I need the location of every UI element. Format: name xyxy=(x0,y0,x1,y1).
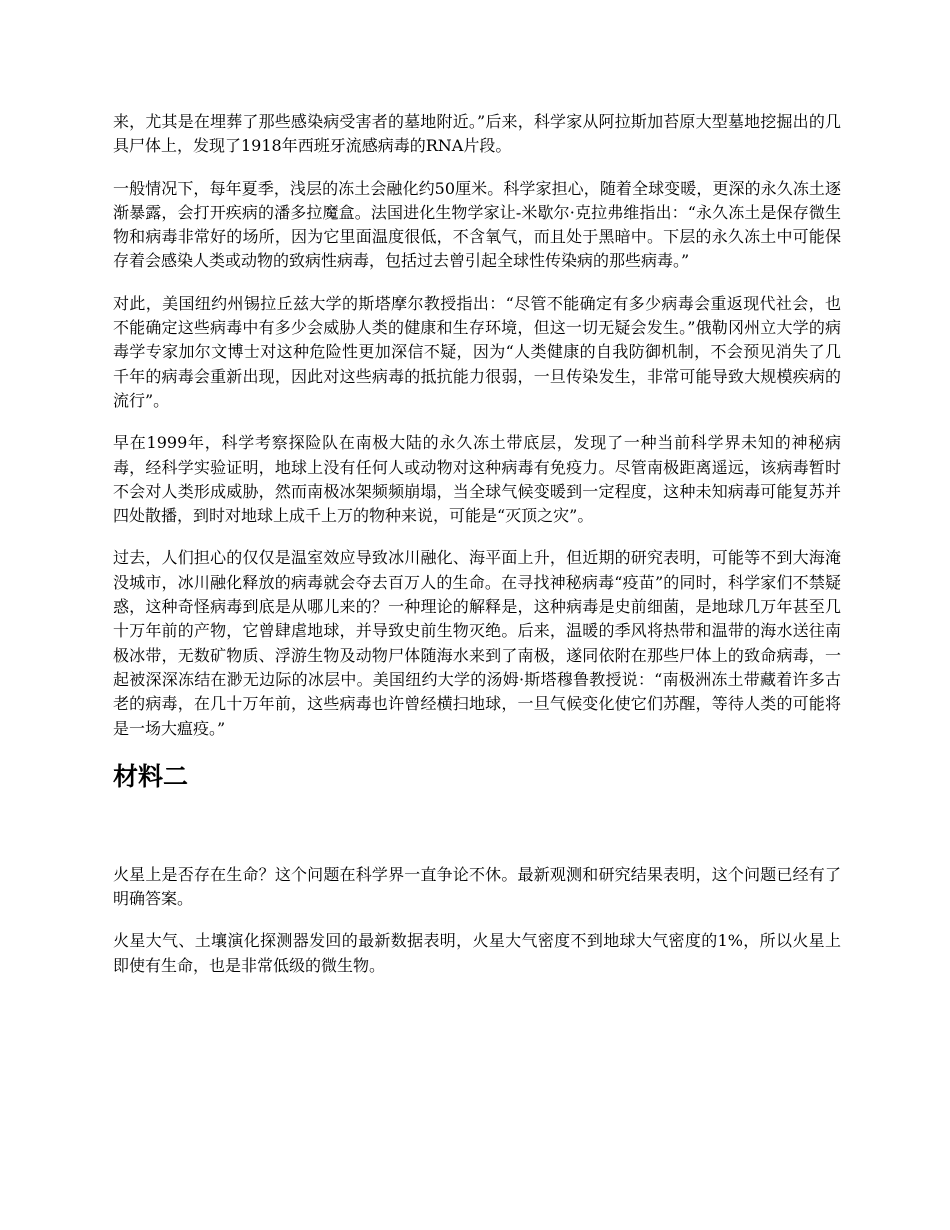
paragraph-permafrost-graves: 来，尤其是在埋葬了那些感染病受害者的墓地附近。”后来，科学家从阿拉斯加苔原大型墓地挖掘出的几具尸体上，发现了1918年西班牙流感病毒的RNA片段。 xyxy=(113,112,841,156)
paragraph-permafrost-thaw: 一般情况下，每年夏季，浅层的冻土会融化约50厘米。科学家担心，随着全球变暖，更深的永久冻土逐渐暴露，会打开疾病的潘多拉魔盒。法国进化生物学家让-米歇尔·克拉弗维指出：“永久冻土是保存微生物和病毒非常好的场所，因为它里面温度很低，不含氧气，而且处于黑暗中。下层的永久冻土中可能保存着会感染人类或动物的致病性病毒，包括过去曾引起全球性传染病的那些病毒。” xyxy=(113,178,841,271)
paragraph-mars-atmosphere: 火星大气、土壤演化探测器发回的最新数据表明，火星大气密度不到地球大气密度的1%，所以火星上即使有生命，也是非常低级的微生物。 xyxy=(113,931,841,975)
heading-spacer xyxy=(113,795,841,863)
paragraph-antarctic-virus: 早在1999年，科学考察探险队在南极大陆的永久冻土带底层，发现了一种当前科学界未知的神秘病毒，经科学实验证明，地球上没有任何人或动物对这种病毒有免疫力。尽管南极距离遥远，该病毒暂时不会对人类形成威胁，然而南极冰架频频崩塌，当全球气候变暖到一定程度，这种未知病毒可能复苏并四处散播，到时对地球上成千上万的物种来说，可能是“灭顶之灾”。 xyxy=(113,433,841,526)
paragraph-expert-opinions: 对此，美国纽约州锡拉丘兹大学的斯塔摩尔教授指出：“尽管不能确定有多少病毒会重返现代社会，也不能确定这些病毒中有多少会威胁人类的健康和生存环境，但这一切无疑会发生。”俄勒冈州立大学的病毒学专家加尔文博士对这种危险性更加深信不疑，因为“人类健康的自我防御机制，不会预见消失了几千年的病毒会重新出现，因此对这些病毒的抵抗能力很弱，一旦传染发生，非常可能导致大规模疾病的流行”。 xyxy=(113,293,841,410)
paragraph-mars-life-question: 火星上是否存在生命？这个问题在科学界一直争论不休。最新观测和研究结果表明，这个问题已经有了明确答案。 xyxy=(113,864,841,909)
section-heading-material-two: 材料二 xyxy=(113,761,189,791)
document-page xyxy=(113,110,841,996)
paragraph-virus-origin: 过去，人们担心的仅仅是温室效应导致冰川融化、海平面上升，但近期的研究表明，可能等不到大海淹没城市，冰川融化释放的病毒就会夺去百万人的生命。在寻找神秘病毒“疫苗”的同时，科学家们不禁疑惑，这种奇怪病毒到底是从哪儿来的？一种理论的解释是，这种病毒是史前细菌，是地球几万年甚至几十万年前的产物，它曾肆虐地球，并导致史前生物灭绝。后来，温暖的季风将热带和温带的海水送往南极冰带，无数矿物质、浮游生物及动物尸体随海水来到了南极，遂同依附在那些尸体上的致命病毒，一起被深深冻结在渺无边际的冰层中。美国纽约大学的汤姆·斯塔穆鲁教授说：“南极洲冻土带藏着许多古老的病毒，在几十万年前，这些病毒也许曾经横扫地球，一旦气候变化使它们苏醒，等待人类的可能将是一场大瘟疫。” xyxy=(113,548,841,738)
